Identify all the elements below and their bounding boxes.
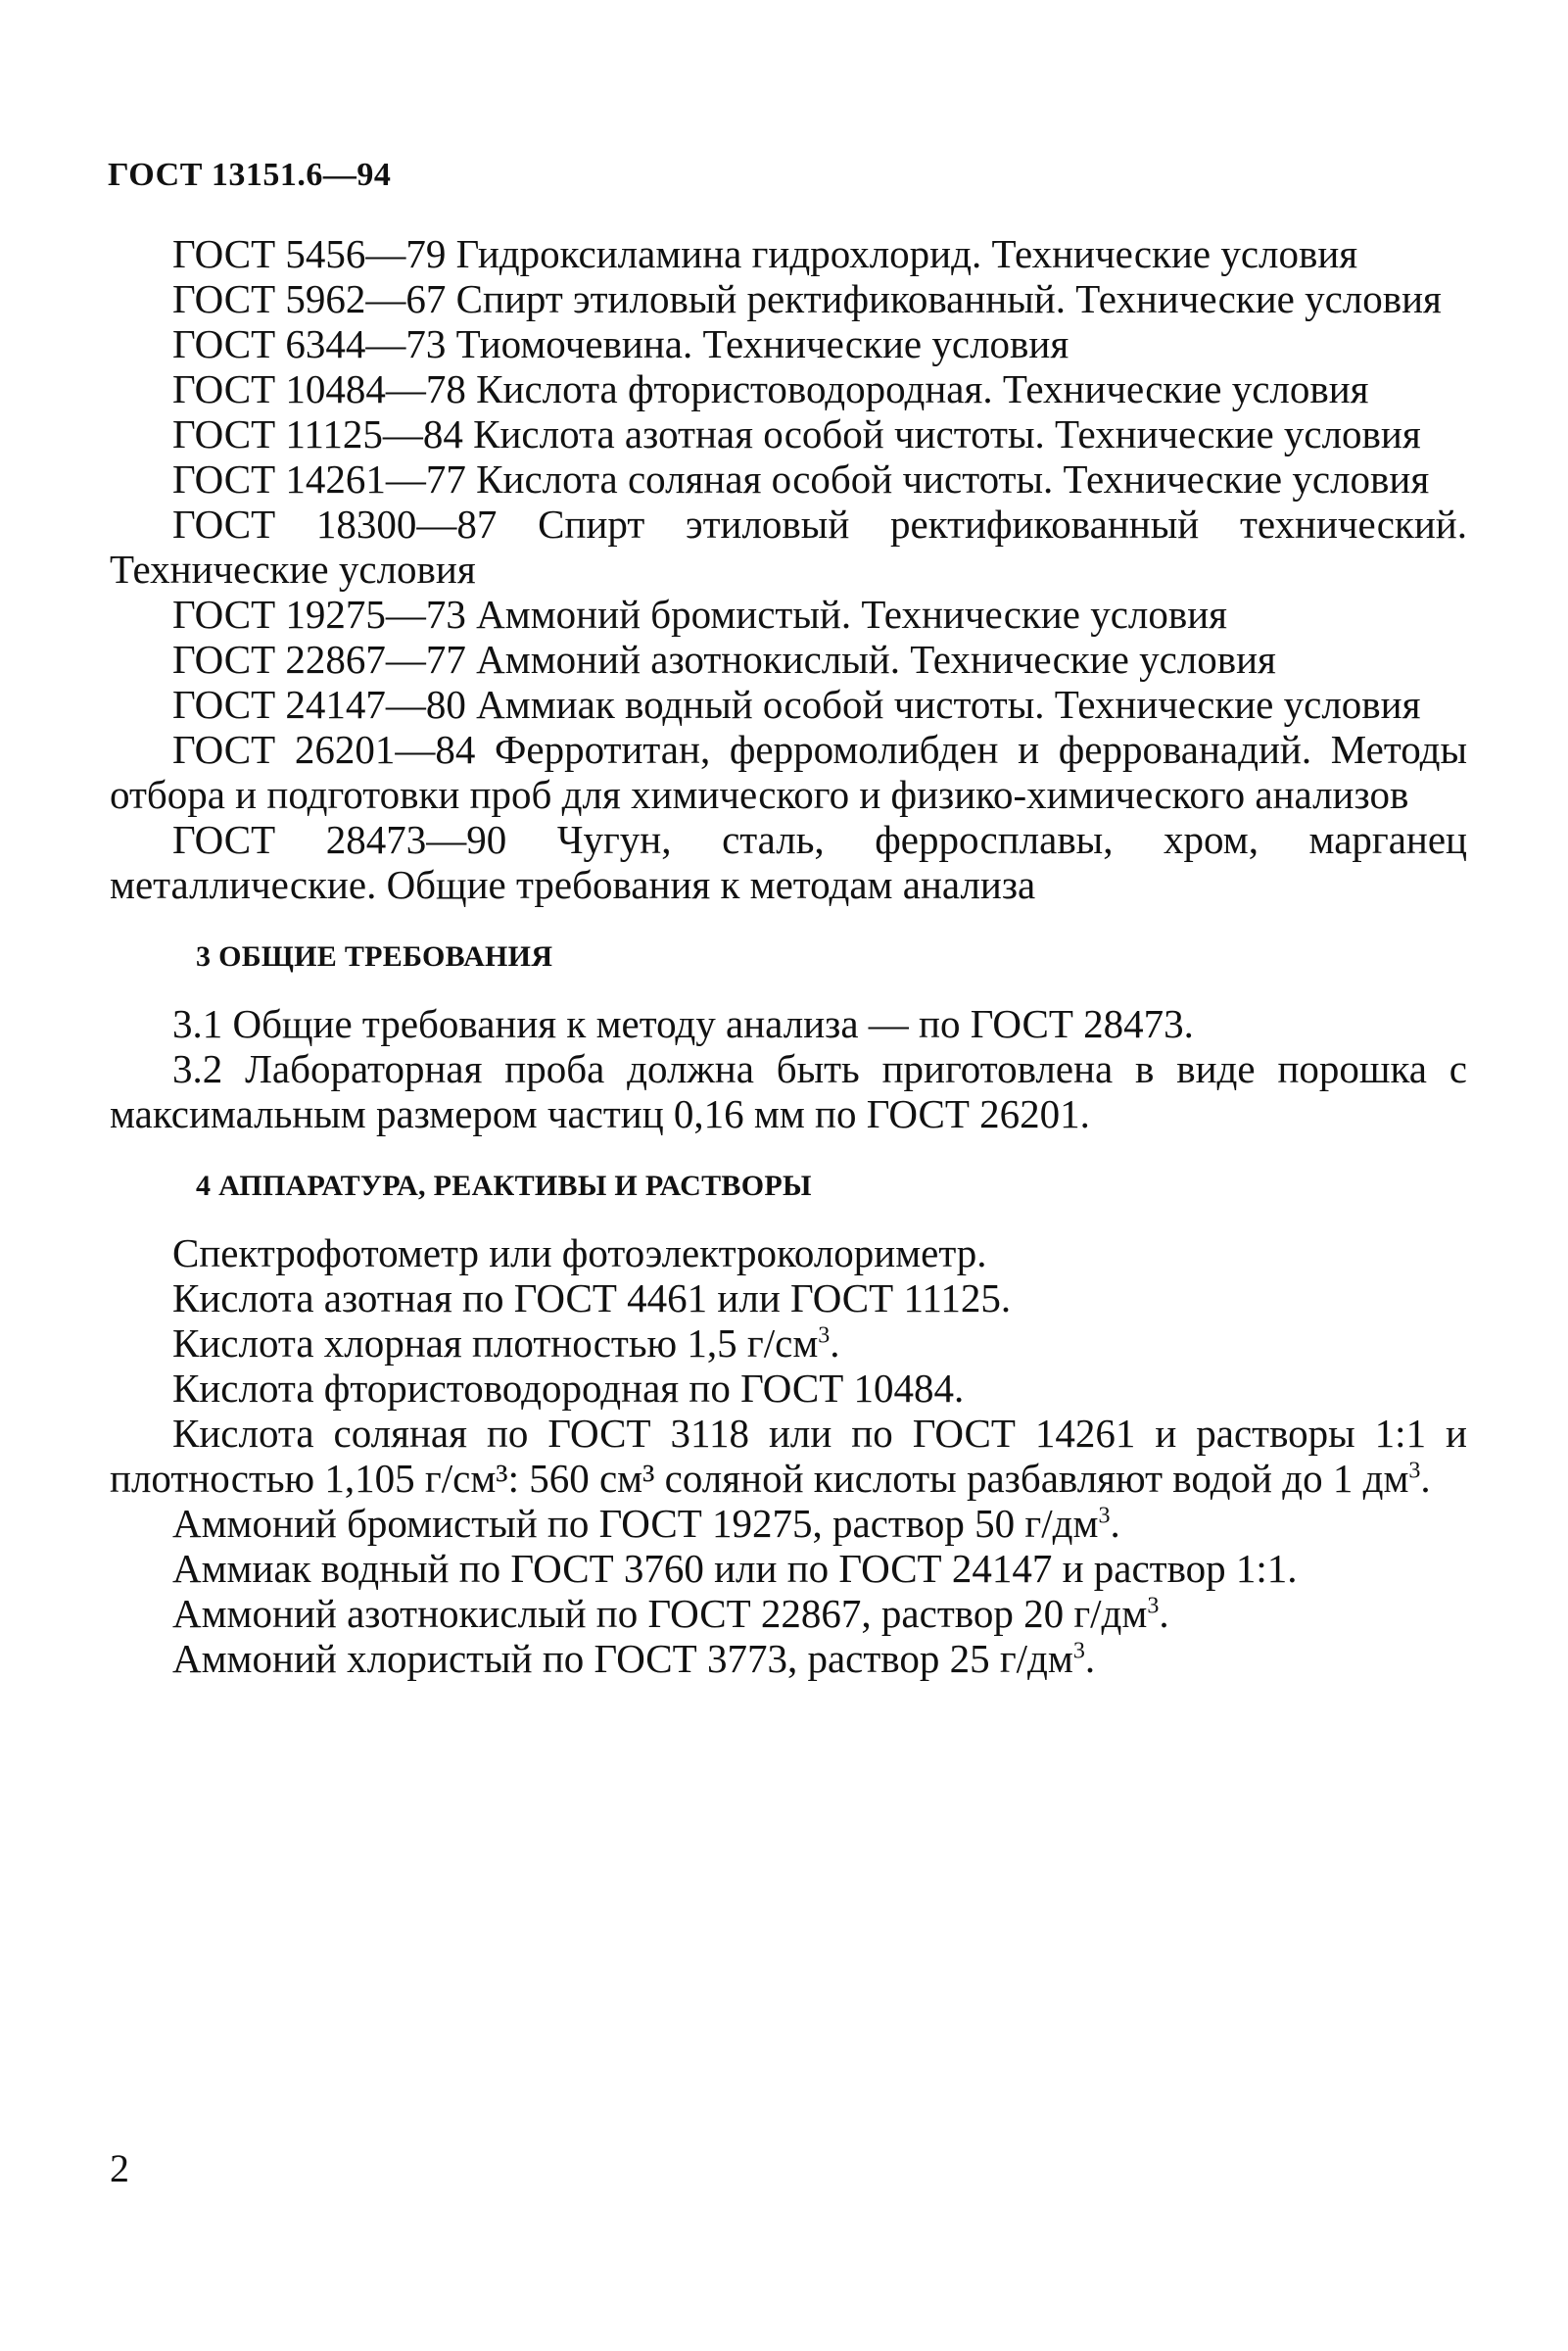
reference-item: ГОСТ 18300—87 Спирт этиловый ректификованный технический. Технические условия — [110, 502, 1467, 592]
reagent-tail: . — [1420, 1456, 1431, 1501]
reagent-item — [110, 1591, 1467, 1636]
reference-item: ГОСТ 5456—79 Гидроксиламина гидрохлорид. Технические условия — [172, 231, 1358, 276]
reagent-item — [110, 1230, 1467, 1275]
superscript: 3 — [1147, 1593, 1160, 1619]
reference-item: ГОСТ 5962—67 Спирт этиловый ректификованный. Технические условия — [172, 276, 1442, 321]
page-number: 2 — [110, 2146, 129, 2190]
reagent-text: Кислота соляная по ГОСТ 3118 или по ГОСТ 14261 и растворы 1:1 и плотностью 1,105 г/см³: 560 см³ соляной кислоты разбавляют водой до 1 дм — [110, 1411, 1467, 1501]
reagent-item — [110, 1320, 1467, 1366]
reagent-tail: . — [1110, 1501, 1120, 1546]
reagent-item — [110, 1411, 1467, 1501]
section-4-heading: 4 АППАРАТУРА, РЕАКТИВЫ И РАСТВОРЫ — [196, 1170, 812, 1202]
superscript: 3 — [1098, 1503, 1111, 1529]
reference-item: ГОСТ 24147—80 Аммиак водный особой чистоты. Технические условия — [172, 682, 1421, 727]
superscript: 3 — [1408, 1458, 1421, 1484]
page-header: ГОСТ 13151.6—94 — [108, 157, 392, 193]
document-body — [110, 231, 1467, 1681]
reference-item: ГОСТ 14261—77 Кислота соляная особой чистоты. Технические условия — [172, 456, 1430, 502]
section-3-item: 3.1 Общие требования к методу анализа — по ГОСТ 28473. — [172, 1001, 1194, 1046]
reagent-item — [110, 1366, 1467, 1411]
reagent-text: Кислота азотная по ГОСТ 4461 или ГОСТ 11125. — [172, 1275, 1012, 1320]
superscript: 3 — [1072, 1638, 1085, 1664]
reagent-text: Аммиак водный по ГОСТ 3760 или по ГОСТ 24147 и раствор 1:1. — [172, 1546, 1298, 1591]
reference-item: ГОСТ 11125—84 Кислота азотная особой чистоты. Технические условия — [172, 411, 1421, 456]
reference-item: ГОСТ 26201—84 Ферротитан, ферромолибден и феррованадий. Методы отбора и подготовки проб для химического и физико-химического анализов — [110, 727, 1467, 817]
section-3-heading: 3 ОБЩИЕ ТРЕБОВАНИЯ — [196, 940, 553, 973]
reagent-tail: . — [1084, 1636, 1096, 1681]
reference-item: ГОСТ 10484—78 Кислота фтористоводородная. Технические условия — [172, 366, 1369, 411]
reagent-item — [110, 1501, 1467, 1546]
reagent-text: Аммоний азотнокислый по ГОСТ 22867, раствор 20 г/дм — [172, 1591, 1148, 1636]
reagent-text: Спектрофотометр или фотоэлектроколориметр. — [172, 1230, 987, 1275]
reagent-text: Аммоний бромистый по ГОСТ 19275, раствор 50 г/дм — [172, 1501, 1099, 1546]
section-3-item: 3.2 Лабораторная проба должна быть приготовлена в виде порошка с максимальным размером частиц 0,16 мм по ГОСТ 26201. — [110, 1046, 1467, 1136]
reference-item: ГОСТ 22867—77 Аммоний азотнокислый. Технические условия — [172, 637, 1276, 682]
reference-item: ГОСТ 6344—73 Тиомочевина. Технические условия — [172, 321, 1069, 366]
reference-item: ГОСТ 28473—90 Чугун, сталь, ферросплавы, хром, марганец металлические. Общие требования к методам анализа — [110, 817, 1467, 907]
reagent-text: Аммоний хлористый по ГОСТ 3773, раствор 25 г/дм — [172, 1636, 1073, 1681]
reagent-item — [110, 1275, 1467, 1320]
reagent-item — [110, 1546, 1467, 1591]
reagent-tail: . — [1159, 1591, 1169, 1636]
reference-item: ГОСТ 19275—73 Аммоний бромистый. Технические условия — [172, 592, 1228, 637]
superscript: 3 — [818, 1322, 831, 1349]
reagent-item — [110, 1636, 1467, 1681]
reagent-tail: . — [830, 1320, 840, 1366]
reagent-text: Кислота хлорная плотностью 1,5 г/см — [172, 1320, 819, 1366]
reagent-text: Кислота фтористоводородная по ГОСТ 10484. — [172, 1366, 965, 1411]
